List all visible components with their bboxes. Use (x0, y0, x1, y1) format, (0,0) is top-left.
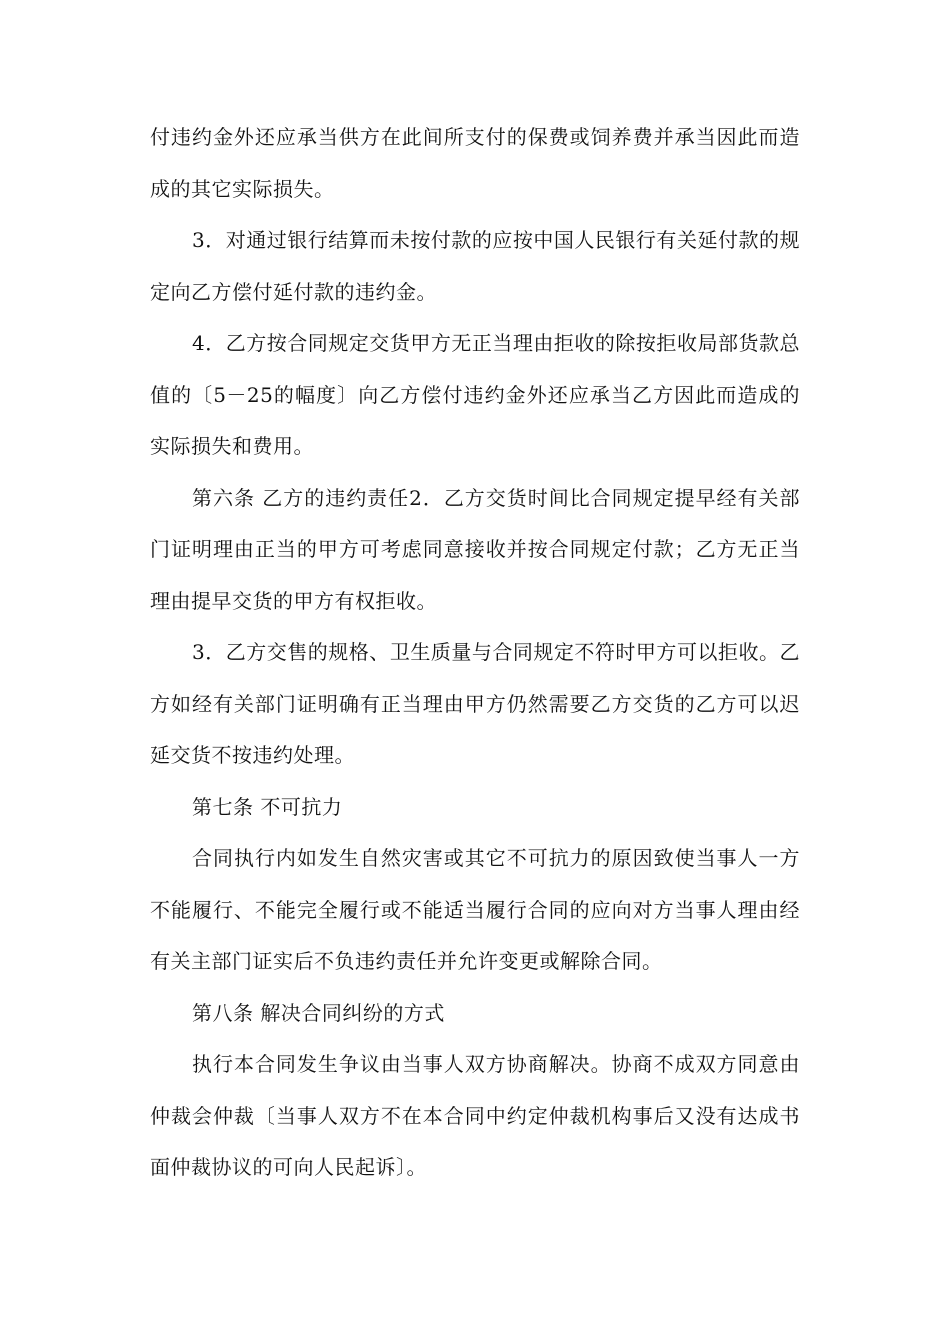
document-page (150, 112, 800, 1194)
paragraph-4: 第六条 乙方的违约责任2．乙方交货时间比合同规定提早经有关部门证明理由正当的甲方可考虑同意接收并按合同规定付款；乙方无正当理由提早交货的甲方有权拒收。 (150, 485, 800, 613)
paragraph-1: 付违约金外还应承当供方在此间所支付的保费或饲养费并承当因此而造成的其它实际损失。 (150, 125, 800, 201)
paragraph-3: 4．乙方按合同规定交货甲方无正当理由拒收的除按拒收局部货款总值的〔5－25的幅度〕向乙方偿付违约金外还应承当乙方因此而造成的实际损失和费用。 (150, 331, 800, 458)
paragraph-7: 合同执行内如发生自然灾害或其它不可抗力的原因致使当事人一方不能履行、不能完全履行或不能适当履行合同的应向对方当事人理由经有关主部门证实后不负违约责任并允许变更或解除合同。 (150, 846, 800, 973)
paragraph-5: 3．乙方交售的规格、卫生质量与合同规定不符时甲方可以拒收。乙方如经有关部门证明确有正当理由甲方仍然需要乙方交货的乙方可以迟延交货不按违约处理。 (150, 640, 800, 767)
section-heading-article-8: 第八条 解决合同纠纷的方式 (192, 1000, 445, 1025)
section-heading-article-7: 第七条 不可抗力 (192, 794, 343, 819)
paragraph-2: 3．对通过银行结算而未按付款的应按中国人民银行有关延付款的规定向乙方偿付延付款的违约金。 (150, 228, 800, 304)
paragraph-9: 执行本合同发生争议由当事人双方协商解决。协商不成双方同意由仲裁会仲裁〔当事人双方不在本合同中约定仲裁机构事后又没有达成书面仲裁协议的可向人民起诉〕。 (150, 1052, 800, 1179)
